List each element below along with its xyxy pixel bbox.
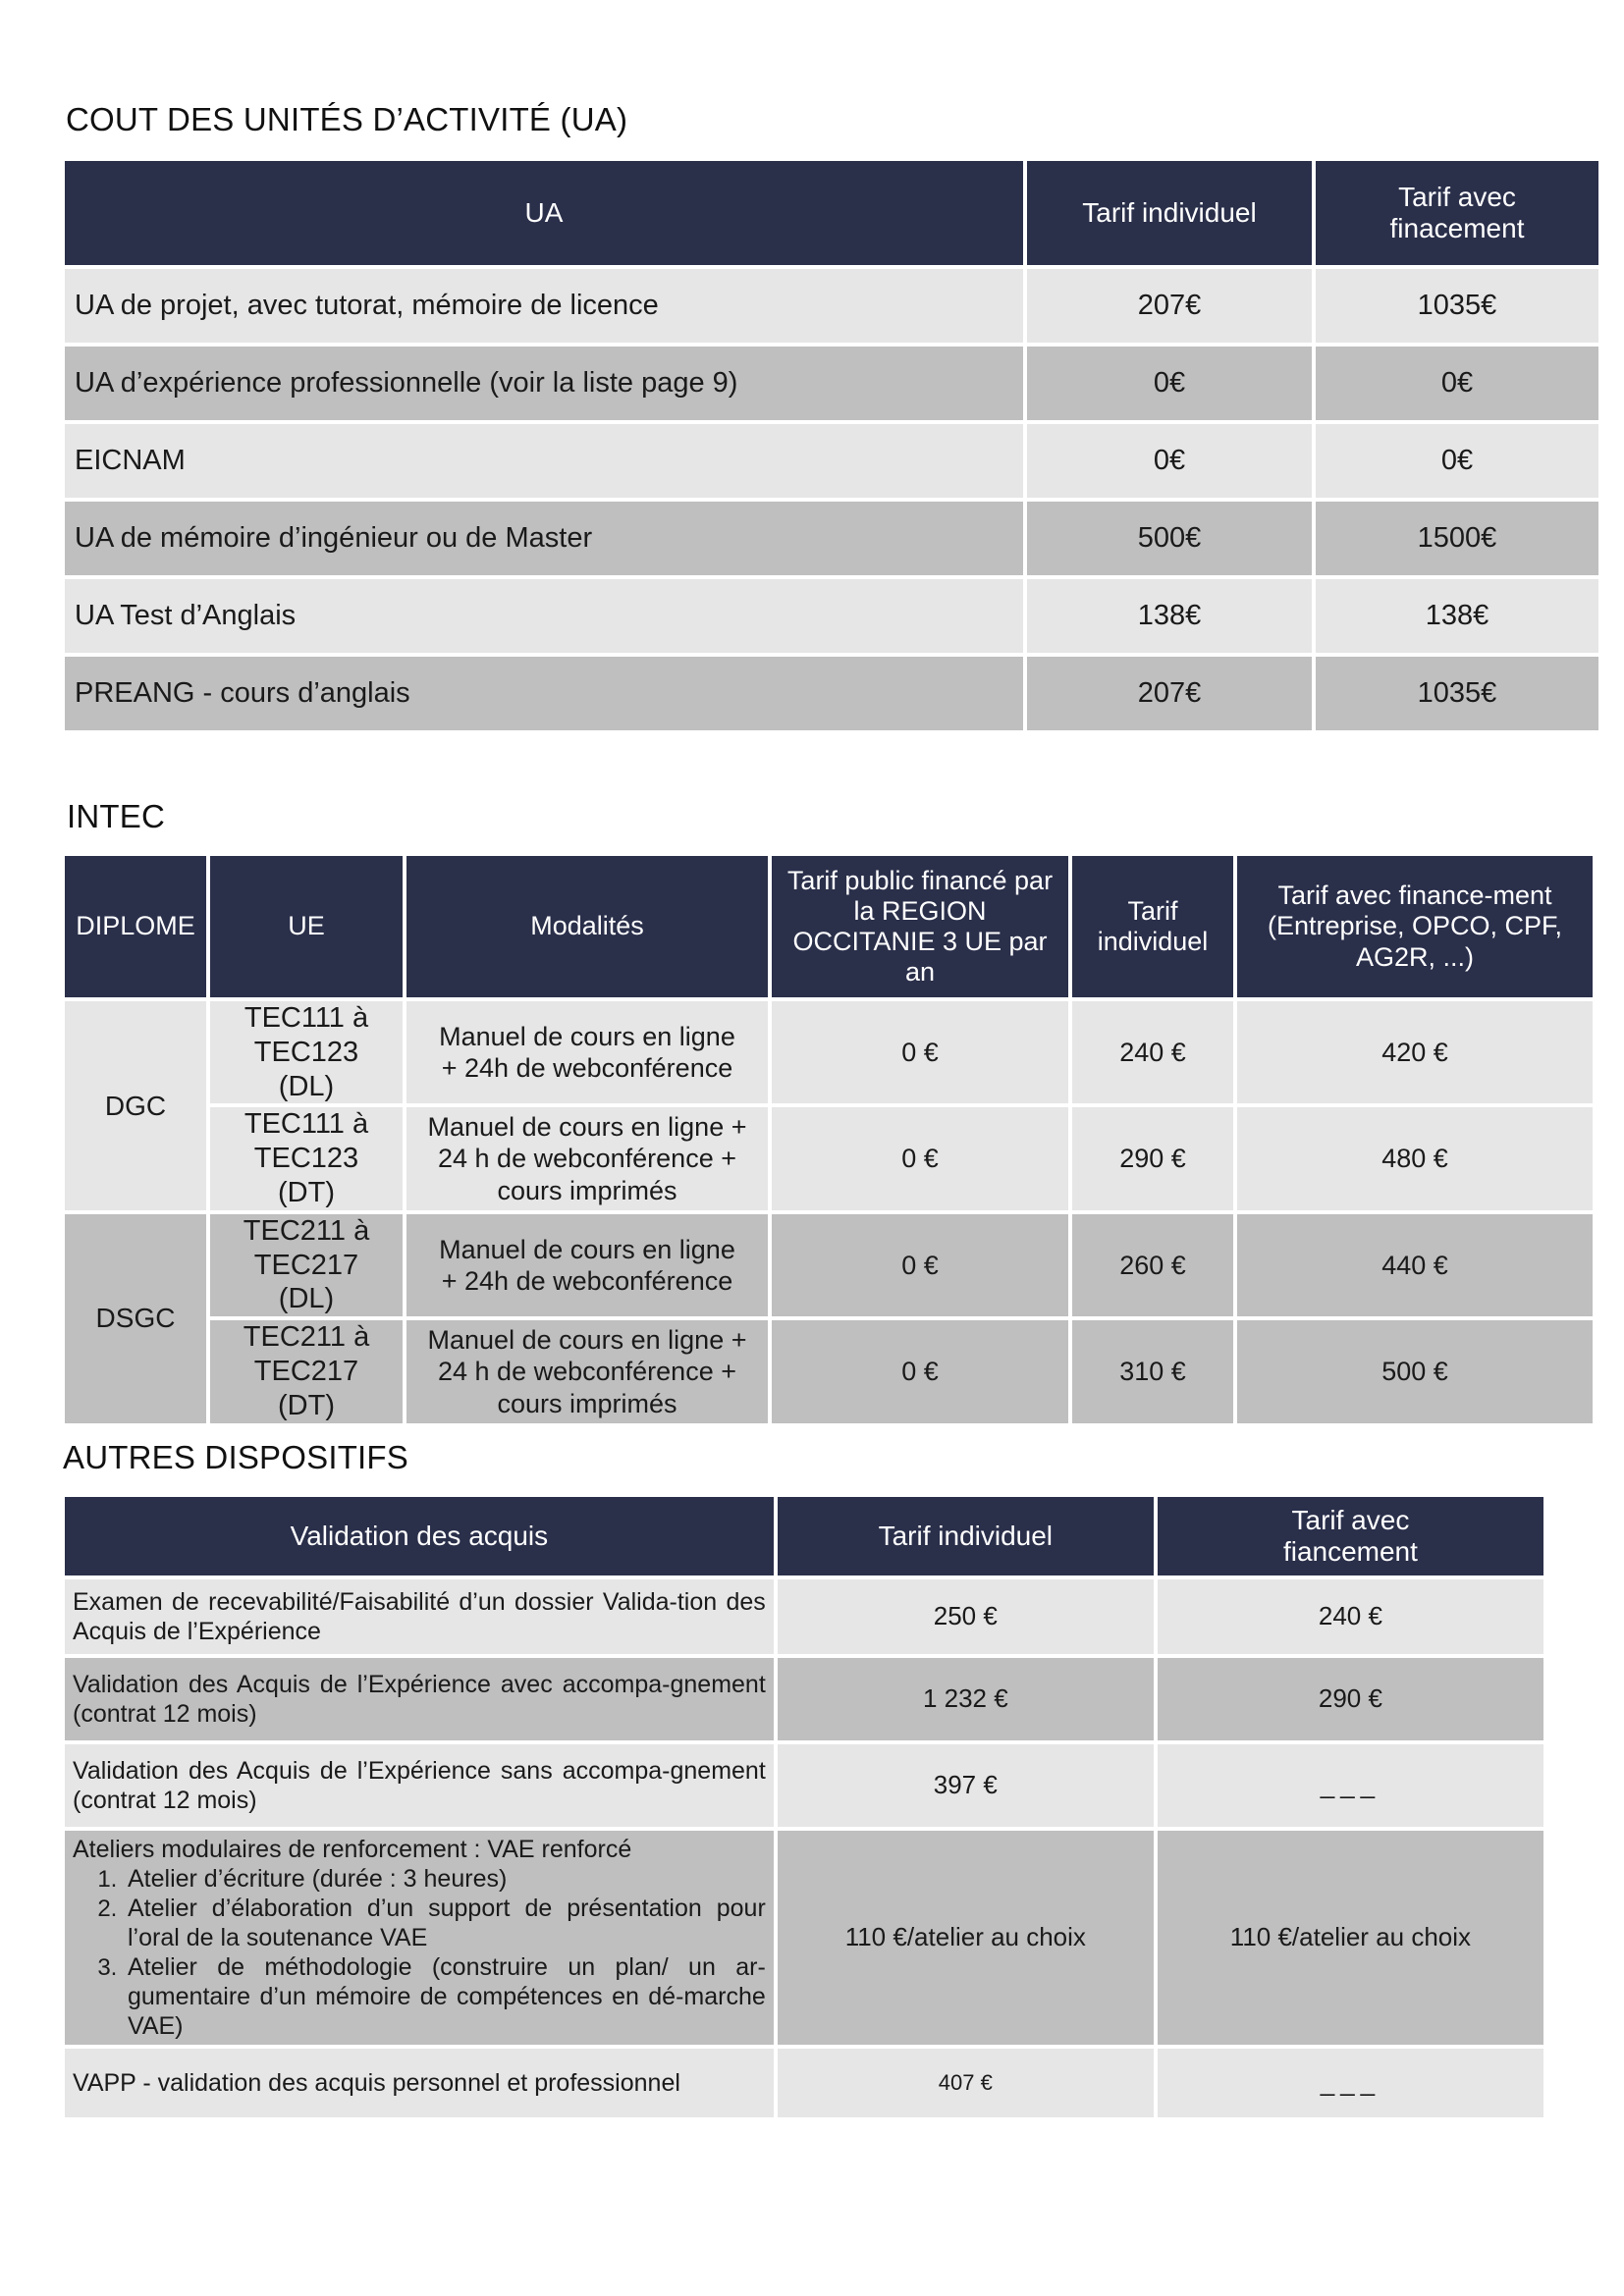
tarif-public-header <box>772 856 1068 997</box>
tarif-public-header-text: Tarif public financé par la REGION OCCITANIE 3 UE par an <box>786 865 1054 988</box>
tarif-financement-header-text: Tarif avec finacement <box>1389 181 1525 243</box>
list-item: 3. Atelier de méthodologie (construire un plan/ un ar-gumentaire d’un mémoire de compétences en dé-marche VAE) <box>124 1952 766 2041</box>
diplome-cell: DSGC <box>65 1214 206 1423</box>
table-row <box>65 1658 1543 1740</box>
tarif-individuel-cell: 310 € <box>1072 1320 1233 1422</box>
tarif-financement-header-text: Tarif avec fiancement <box>1282 1504 1418 1567</box>
table-row <box>65 1320 1593 1422</box>
tarif-individuel: 397 € <box>778 1744 1154 1827</box>
tarif-public-cell: 0 € <box>772 1001 1068 1103</box>
tarif-individuel: 1 232 € <box>778 1658 1154 1740</box>
ua-label: UA d’expérience professionnelle (voir la liste page 9) <box>65 347 1023 420</box>
table-row <box>65 1831 1543 2045</box>
tarif-public-cell: 0 € <box>772 1320 1068 1422</box>
tarif-individuel-header: Tarif individuel <box>778 1497 1154 1575</box>
table-row <box>65 502 1598 575</box>
table-row <box>65 1579 1543 1654</box>
tarif-individuel-cell: 240 € <box>1072 1001 1233 1103</box>
ua-header: UA <box>65 161 1023 265</box>
modalites-cell: Manuel de cours en ligne + 24h de webconférence <box>406 1001 768 1103</box>
tarif-individuel: 0€ <box>1027 424 1312 498</box>
tarif-individuel-header <box>1072 856 1233 997</box>
intec-section-title: INTEC <box>67 798 165 834</box>
table-row <box>65 1001 1593 1103</box>
tarif-individuel-cell: 260 € <box>1072 1214 1233 1316</box>
tarif-individuel-header-text: Tarif individuel <box>1097 895 1209 956</box>
ue-cell: TEC111 à TEC123 (DT) <box>210 1107 403 1209</box>
diplome-header: DIPLOME <box>65 856 206 997</box>
tarif-individuel: 500€ <box>1027 502 1312 575</box>
tarif-individuel: 110 €/atelier au choix <box>778 1831 1154 2045</box>
modalites-cell: Manuel de cours en ligne + 24 h de webconférence + cours imprimés <box>406 1107 768 1209</box>
ateliers-title: Ateliers modulaires de renforcement : VAE renforcé <box>73 1836 632 1863</box>
ateliers-list <box>73 1864 766 2041</box>
tarif-financement: 0€ <box>1316 347 1598 420</box>
table-row <box>65 579 1598 653</box>
ue-cell: TEC111 à TEC123 (DL) <box>210 1001 403 1103</box>
tarif-individuel: 0€ <box>1027 347 1312 420</box>
tarif-financement: 0€ <box>1316 424 1598 498</box>
autres-section-title: AUTRES DISPOSITIFS <box>63 1439 408 1475</box>
table-row <box>65 424 1598 498</box>
tarif-individuel: 207€ <box>1027 269 1312 343</box>
tarif-financement: 1500€ <box>1316 502 1598 575</box>
ua-section-title: COUT DES UNITÉS D’ACTIVITÉ (UA) <box>66 101 628 137</box>
validation-label: VAPP - validation des acquis personnel et professionnel <box>65 2049 774 2117</box>
tarif-financement: 290 € <box>1158 1658 1543 1740</box>
tarif-financement-header <box>1237 856 1593 997</box>
tarif-individuel-cell: 290 € <box>1072 1107 1233 1209</box>
list-item: 2. Atelier d’élaboration d’un support de présentation pour l’oral de la soutenance VAE <box>124 1894 766 1952</box>
tarif-financement: 110 €/atelier au choix <box>1158 1831 1543 2045</box>
ateliers-cell <box>65 1831 774 2045</box>
tarif-individuel: 407 € <box>778 2049 1154 2117</box>
tarif-financement-header-text: Tarif avec finance-ment (Entreprise, OPCO, CPF, AG2R, ...) <box>1267 881 1563 972</box>
modalites-cell: Manuel de cours en ligne + 24 h de webconférence + cours imprimés <box>406 1320 768 1422</box>
tarif-public-cell: 0 € <box>772 1214 1068 1316</box>
ua-label: EICNAM <box>65 424 1023 498</box>
tarif-financement: ___ <box>1158 1744 1543 1827</box>
modalites-cell: Manuel de cours en ligne + 24h de webconférence <box>406 1214 768 1316</box>
validation-label: Examen de recevabilité/Faisabilité d’un dossier Valida-tion des Acquis de l’Expérience <box>65 1579 774 1654</box>
tarif-individuel: 207€ <box>1027 657 1312 730</box>
table-row <box>65 2049 1543 2117</box>
tarif-financement: 240 € <box>1158 1579 1543 1654</box>
tarif-financement: ___ <box>1158 2049 1543 2117</box>
tarif-financement-cell: 440 € <box>1237 1214 1593 1316</box>
validation-label: Validation des Acquis de l’Expérience avec accompa-gnement (contrat 12 mois) <box>65 1658 774 1740</box>
tarif-financement-cell: 420 € <box>1237 1001 1593 1103</box>
ue-header: UE <box>210 856 403 997</box>
tarif-public-cell: 0 € <box>772 1107 1068 1209</box>
tarif-individuel: 250 € <box>778 1579 1154 1654</box>
tarif-financement: 1035€ <box>1316 269 1598 343</box>
tarif-financement-header <box>1316 161 1598 265</box>
ua-label: UA de projet, avec tutorat, mémoire de licence <box>65 269 1023 343</box>
autres-dispositifs-table <box>61 1493 1547 2121</box>
ua-label: UA Test d’Anglais <box>65 579 1023 653</box>
diplome-cell: DGC <box>65 1001 206 1210</box>
ue-cell: TEC211 à TEC217 (DT) <box>210 1320 403 1422</box>
modalites-header: Modalités <box>406 856 768 997</box>
ua-label: PREANG - cours d’anglais <box>65 657 1023 730</box>
ua-label: UA de mémoire d’ingénieur ou de Master <box>65 502 1023 575</box>
table-row <box>65 1744 1543 1827</box>
tarif-financement: 1035€ <box>1316 657 1598 730</box>
tarif-individuel: 138€ <box>1027 579 1312 653</box>
validation-label: Validation des Acquis de l’Expérience sans accompa-gnement (contrat 12 mois) <box>65 1744 774 1827</box>
tarif-financement-cell: 500 € <box>1237 1320 1593 1422</box>
table-row <box>65 1214 1593 1316</box>
table-row <box>65 269 1598 343</box>
ue-cell: TEC211 à TEC217 (DL) <box>210 1214 403 1316</box>
tarif-financement-header <box>1158 1497 1543 1575</box>
validation-header: Validation des acquis <box>65 1497 774 1575</box>
tarif-individuel-header: Tarif individuel <box>1027 161 1312 265</box>
intec-table <box>61 852 1597 1427</box>
ua-cost-table <box>61 157 1602 734</box>
table-row <box>65 347 1598 420</box>
table-row <box>65 657 1598 730</box>
tarif-financement-cell: 480 € <box>1237 1107 1593 1209</box>
list-item: 1. Atelier d’écriture (durée : 3 heures) <box>124 1864 766 1894</box>
tarif-financement: 138€ <box>1316 579 1598 653</box>
table-row <box>65 1107 1593 1209</box>
